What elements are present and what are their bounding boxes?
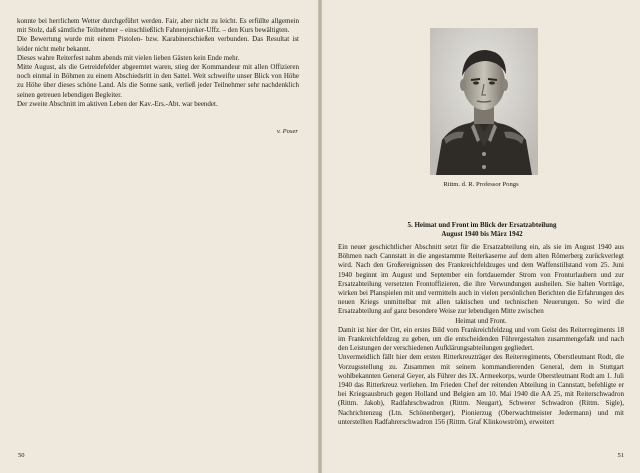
page-number-right: 51 [617, 452, 624, 459]
left-page [0, 0, 318, 473]
left-paragraph: Mitte August, als die Getreidefelder abgeerntet waren, stieg der Kommandeur mit allen Offizieren noch einmal in Böhmen zu einem Abschiedsritt in den Sattel. Weit schweifte unser Blick von Höhe zu Höhe über dieses schöne Land. Als die Sonne sank, verließ jeder Teilnehmer sehr nachdenklich seinen getreuen lebendigen Begleiter. [17, 63, 299, 99]
right-paragraph-closing-line: Heimat und Front. [455, 316, 507, 325]
right-page-text [338, 243, 624, 427]
right-paragraph: Damit ist hier der Ort, ein erstes Bild vom Frankreichfeldzug und vom Geist des Reiterregiments 18 im Frankreichfeldzug zu geben, um die entscheidenden Führergestalten zusammengefaßt und nach den Leistungen der verschiedenen Aufklärungsabteilungen gegliedert. [338, 325, 624, 353]
portrait-photo-image [430, 28, 538, 175]
photo-caption: Rittm. d. R. Professor Pongs [443, 181, 519, 188]
right-paragraph: Unvermeidlich fällt hier dem ersten Ritterkreuzträger des Reiterregiments, Oberstleutnant Rodt, die Vorzugsstellung zu. Zusammen mit seinem kommandierenden General, dem in Stuttgart wohlbekannten General Geyer, als Führer des IX. Armeekorps, wurde Oberstleutnant Rodt am 1. Juli 1940 das Ritterkreuz verliehen. Im Frieden Chef der reitenden Abteilung in Cannstatt, befehligte er bei Kriegsausbruch gegen Holland und Belgien am 10. Mai 1940 die AA 25, mit Reiterschwadron (Rittm. Jakob), Radfahrschwadron (Rittm. Neugart), Schwerer Schwadron (Rittm. Sigle), Nachrichtenzug (Ltn. Schönenberger), Pionierzug (Oberwachtmeister Jedermann) und mit unterstellten Radfahrerschwadron 156 (Rittm. Graf Klinkowström), erweitert [338, 353, 624, 426]
right-paragraph: Ein neuer geschichtlicher Abschnitt setzt für die Ersatzabteilung ein, als sie im August 1940 aus Böhmen nach Cannstatt in die angestammte Reiterkaserne auf dem alten Römerberg zurückverlegt wird. Nach den Großereignissen des Frankreichfeldzuges und dem Waffenstillstand vom 25. Juni 1940 beginnt im August und September ein fortdauernder Strom von Fronturlaubern und zur Ersatzabteilung versetzten Frontoffizieren, die ihre Verwundungen ausheilen. Sie halten Vorträge, wirken bei Planspielen mit und vermitteln auch in vielen persönlichen Berichten die Erfahrungen des neuen Kriegs unmittelbar mit allen taktischen und technischen Neuerungen. So wird die Ersatzabteilung auf ganz besondere Weise zur lebendigen Mitte zwischen [338, 243, 624, 316]
section-heading-title: 5. Heimat und Front im Blick der Ersatzabteilung [407, 221, 557, 229]
left-page-text [17, 17, 299, 109]
section-heading-dates: August 1940 bis März 1942 [441, 230, 523, 238]
left-paragraph: konnte bei herrlichem Wetter durchgeführt werden. Fair, aber nicht zu leicht. Es erfüllte allgemein mit Stolz, daß sämtliche Teilnehmer – einschließlich Fahnenjunker-Uffz. – den Kurs bewältigten. [17, 17, 299, 35]
left-paragraph: Die Bewertung wurde mit einem Pistolen- bzw. Karabinerschießen verbunden. Das Resultat ist leider nicht mehr bekannt. [17, 35, 299, 53]
author-signature: v. Poser [276, 128, 298, 135]
left-paragraph: Dieses wahre Reiterfest nahm abends mit vielen lieben Gästen kein Ende mehr. [17, 53, 240, 62]
page-number-left: 50 [18, 452, 25, 459]
section-heading [332, 221, 632, 239]
left-paragraph: Der zweite Abschnitt im aktiven Leben der Kav.-Ers.-Abt. war beendet. [17, 99, 218, 108]
right-page [322, 0, 640, 473]
portrait-photo [430, 28, 538, 175]
